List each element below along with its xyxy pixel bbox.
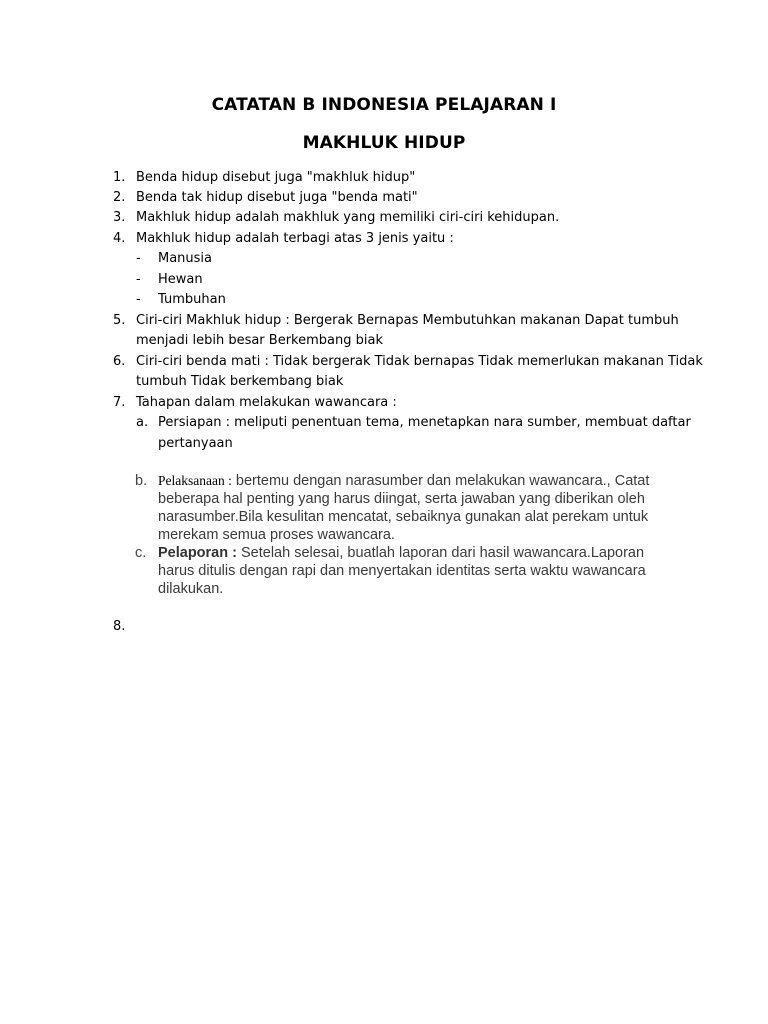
sub-item-line: dilakukan. — [158, 581, 224, 597]
item-number: 6. — [113, 354, 126, 369]
sub-list-item: Manusia — [158, 251, 213, 266]
bullet-dash: - — [136, 292, 141, 307]
item-number: 4. — [113, 231, 126, 246]
item-number: 1. — [113, 170, 126, 185]
bullet-dash: - — [136, 251, 141, 266]
sub-item-line: beberapa hal penting yang harus diingat, serta jawaban yang diberikan oleh — [158, 491, 645, 507]
sub-item-line: harus ditulis dengan rapi dan menyertakan identitas serta waktu wawancara — [158, 563, 646, 579]
sub-item-text: Setelah selesai, buatlah laporan dari hasil wawancara.Laporan — [236, 545, 645, 561]
document-subtitle: MAKHLUK HIDUP — [302, 133, 466, 153]
bullet-dash: - — [136, 272, 141, 287]
list-item: Makhluk hidup adalah terbagi atas 3 jenis yaitu : — [136, 231, 454, 246]
sub-item-text: bertemu dengan narasumber dan melakukan wawancara., Catat — [231, 473, 650, 489]
list-item: Benda hidup disebut juga "makhluk hidup" — [136, 170, 416, 185]
sub-item-label: b. — [135, 473, 148, 489]
item-number: 2. — [113, 190, 126, 205]
list-item: Makhluk hidup adalah makhluk yang memiliki ciri-ciri kehidupan. — [136, 210, 560, 225]
sub-item-line: pertanyaan — [158, 436, 233, 451]
item-number: 3. — [113, 210, 126, 225]
list-item-line: menjadi lebih besar Berkembang biak — [136, 333, 383, 348]
sub-item-line: merekam semua proses wawancara. — [158, 527, 395, 543]
sub-item-label: a. — [136, 415, 149, 430]
lead-label: Pelaksanaan : — [158, 473, 232, 488]
lead-label: Pelaporan : — [158, 545, 237, 561]
sub-list-item: Hewan — [158, 272, 203, 287]
sub-item-line: narasumber.Bila kesulitan mencatat, sebaiknya gunakan alat perekam untuk — [158, 509, 649, 525]
item-number: 7. — [113, 395, 126, 410]
item-number: 8. — [113, 619, 126, 634]
list-item: Tahapan dalam melakukan wawancara : — [136, 395, 397, 410]
document-title: CATATAN B INDONESIA PELAJARAN I — [211, 95, 557, 115]
list-item-line: tumbuh Tidak berkembang biak — [136, 374, 344, 389]
item-number: 5. — [113, 313, 126, 328]
sub-item-line: Persiapan : meliputi penentuan tema, menetapkan nara sumber, membuat daftar — [158, 415, 691, 430]
sub-list-item: Tumbuhan — [158, 292, 226, 307]
list-item: Benda tak hidup disebut juga "benda mati" — [136, 190, 418, 205]
sub-item-line — [158, 472, 649, 490]
list-item-line: Ciri-ciri benda mati : Tidak bergerak Tidak bernapas Tidak memerlukan makanan Tidak — [136, 354, 703, 369]
list-item-line: Ciri-ciri Makhluk hidup : Bergerak Bernapas Membutuhkan makanan Dapat tumbuh — [136, 313, 679, 328]
sub-item-line — [158, 544, 644, 562]
sub-item-label: c. — [135, 545, 147, 561]
